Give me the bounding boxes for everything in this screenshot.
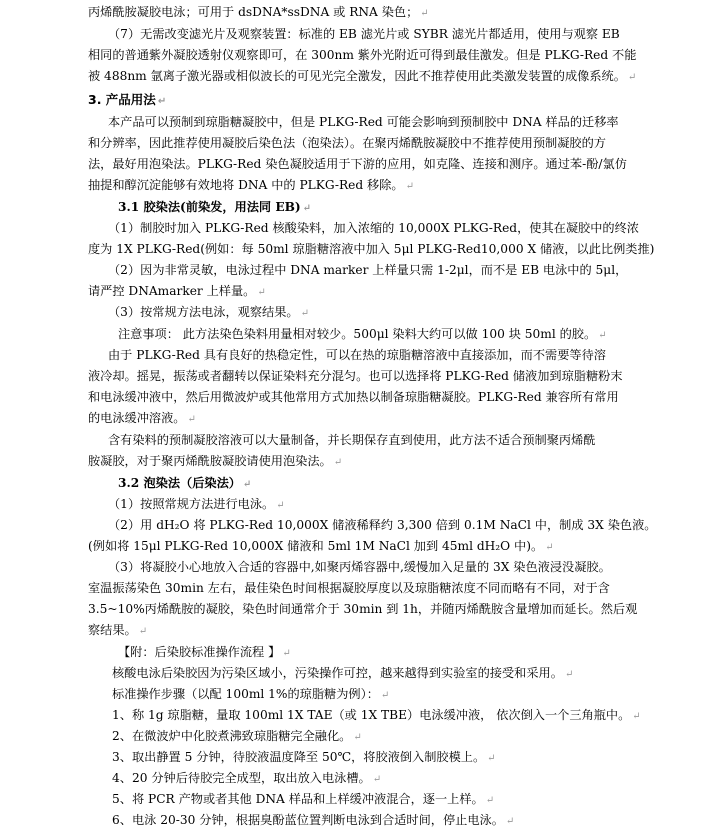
text-line: 室温振荡染色 30min 左右，最佳染色时间根据凝胶厚度以及琼脂糖浓度不同而略有不同，对于含	[88, 581, 610, 595]
note-line: 注意事项： 此方法染色染料用量相对较少。500μl 染料大约可以做 100 块 50ml 的胶。 ↵	[118, 327, 607, 341]
text-line: 标准操作步骤（以配 100ml 1%的琼脂糖为例）： ↵	[112, 687, 390, 701]
text-line: (例如将 15μl PLKG-Red 10,000X 储液和 5ml 1M NaCl 加到 45ml dH₂O 中)。 ↵	[88, 539, 554, 553]
text-line: （1）制胶时加入 PLKG-Red 核酸染料，加入浓缩的 10,000X PLKG-Red，使其在凝胶中的终浓	[108, 221, 639, 235]
appendix-title: 【附：后染胶标准操作流程 】 ↵	[118, 645, 291, 659]
step-line: 4、20 分钟后待胶完全成型，取出放入电泳槽。 ↵	[112, 771, 382, 785]
step-line: 2、在微波炉中化胶煮沸致琼脂糖完全融化。 ↵	[112, 729, 362, 743]
text-line: 和分辨率，因此推荐使用凝胶后染色法（泡染法）。在聚丙烯酰胺凝胶中不推荐使用预制凝胶的方	[88, 136, 606, 150]
subsection-heading: 3.2 泡染法（后染法） ↵	[118, 476, 252, 490]
subsection-heading: 3.1 胶染法(前染发，用法同 EB) ↵	[118, 200, 312, 214]
text-line: 本产品可以预制到琼脂糖凝胶中，但是 PLKG-Red 可能会影响到预制胶中 DNA 样品的迁移率	[108, 115, 619, 129]
text-line: 请严控 DNAmarker 上样量。 ↵	[88, 284, 266, 298]
text-line: （7）无需改变滤光片及观察装置：标准的 EB 滤光片或 SYBR 滤光片都适用，使用与观察 EB	[108, 27, 620, 41]
text-line: （2）用 dH₂O 将 PLKG-Red 10,000X 储液稀释约 3,300 倍到 0.1M NaCl 中，制成 3X 染色液。	[108, 518, 657, 532]
text-line: 液冷却。摇晃，振荡或者翻转以保证染料充分混匀。也可以选择将 PLKG-Red 储液加到琼脂糖粉末	[88, 369, 623, 383]
text-line: （1）按照常规方法进行电泳。 ↵	[108, 497, 285, 511]
text-line: 法，最好用泡染法。PLKG-Red 染色凝胶适用于下游的应用，如克隆、连接和测序。通过苯-酚/氯仿	[88, 157, 627, 171]
step-line: 3、取出静置 5 分钟，待胶液温度降至 50℃，将胶液倒入制胶模上。 ↵	[112, 750, 496, 764]
text-line: 核酸电泳后染胶因为污染区域小，污染操作可控，越来越得到实验室的接受和采用。 ↵	[112, 666, 574, 680]
text-line: （3）将凝胶小心地放入合适的容器中,如聚丙烯容器中,缓慢加入足量的 3X 染色液浸没凝胶。	[108, 560, 611, 574]
text-line: 胺凝胶，对于聚丙烯酰胺凝胶请使用泡染法。 ↵	[88, 454, 343, 468]
text-line: 的电泳缓冲溶液。 ↵	[88, 411, 196, 425]
text-line: 3.5~10%丙烯酰胺的凝胶，染色时间通常介于 30min 到 1h，并随丙烯酰胺含量增加而延长。然后观	[88, 602, 638, 616]
step-line: 6、电泳 20-30 分钟，根据臭酚蓝位置判断电泳到合适时间，停止电泳。 ↵	[112, 813, 515, 827]
text-line: 度为 1X PLKG-Red(例如：每 50ml 琼脂糖溶液中加入 5μl PLKG-Red10,000 X 储液，以此比例类推)	[88, 242, 655, 256]
text-line: （3）按常规方法电泳，观察结果。 ↵	[108, 305, 309, 319]
text-line: 察结果。 ↵	[88, 623, 148, 637]
text-line: 被 488nm 氩离子激光器或相似波长的可见光完全激发，因此不推荐使用此类激发装置的成像系统。 ↵	[88, 69, 637, 83]
text-line: 丙烯酰胺凝胶电泳；可用于 dsDNA*ssDNA 或 RNA 染色； ↵	[88, 5, 429, 19]
step-line: 5、将 PCR 产物或者其他 DNA 样品和上样缓冲液混合，逐一上样。 ↵	[112, 792, 495, 806]
step-line: 1、称 1g 琼脂糖，量取 100ml 1X TAE（或 1X TBE）电泳缓冲液， 依次倒入一个三角瓶中。 ↵	[112, 708, 641, 722]
text-line: 含有染料的预制凝胶溶液可以大量制备，并长期保存直到使用，此方法不适合预制聚丙烯酰	[108, 433, 596, 447]
text-line: （2）因为非常灵敏，电泳过程中 DNA marker 上样量只需 1-2μl，而不是 EB 电泳中的 5μl，	[108, 263, 628, 277]
text-line: 相同的普通紫外凝胶透射仪观察即可，在 300nm 紫外光附近可得到最佳激发。但是 PLKG-Red 不能	[88, 48, 637, 62]
section-heading: 3. 产品用法 ↵	[88, 92, 167, 107]
text-line: 由于 PLKG-Red 具有良好的热稳定性，可以在热的琼脂糖溶液中直接添加，而不需要等待溶	[108, 348, 606, 362]
text-line: 抽提和醇沉淀能够有效地将 DNA 中的 PLKG-Red 移除。 ↵	[88, 178, 414, 192]
text-line: 和电泳缓冲液中，然后用微波炉或其他常用方式加热以制备琼脂糖凝胶。PLKG-Red 兼容所有常用	[88, 390, 619, 404]
